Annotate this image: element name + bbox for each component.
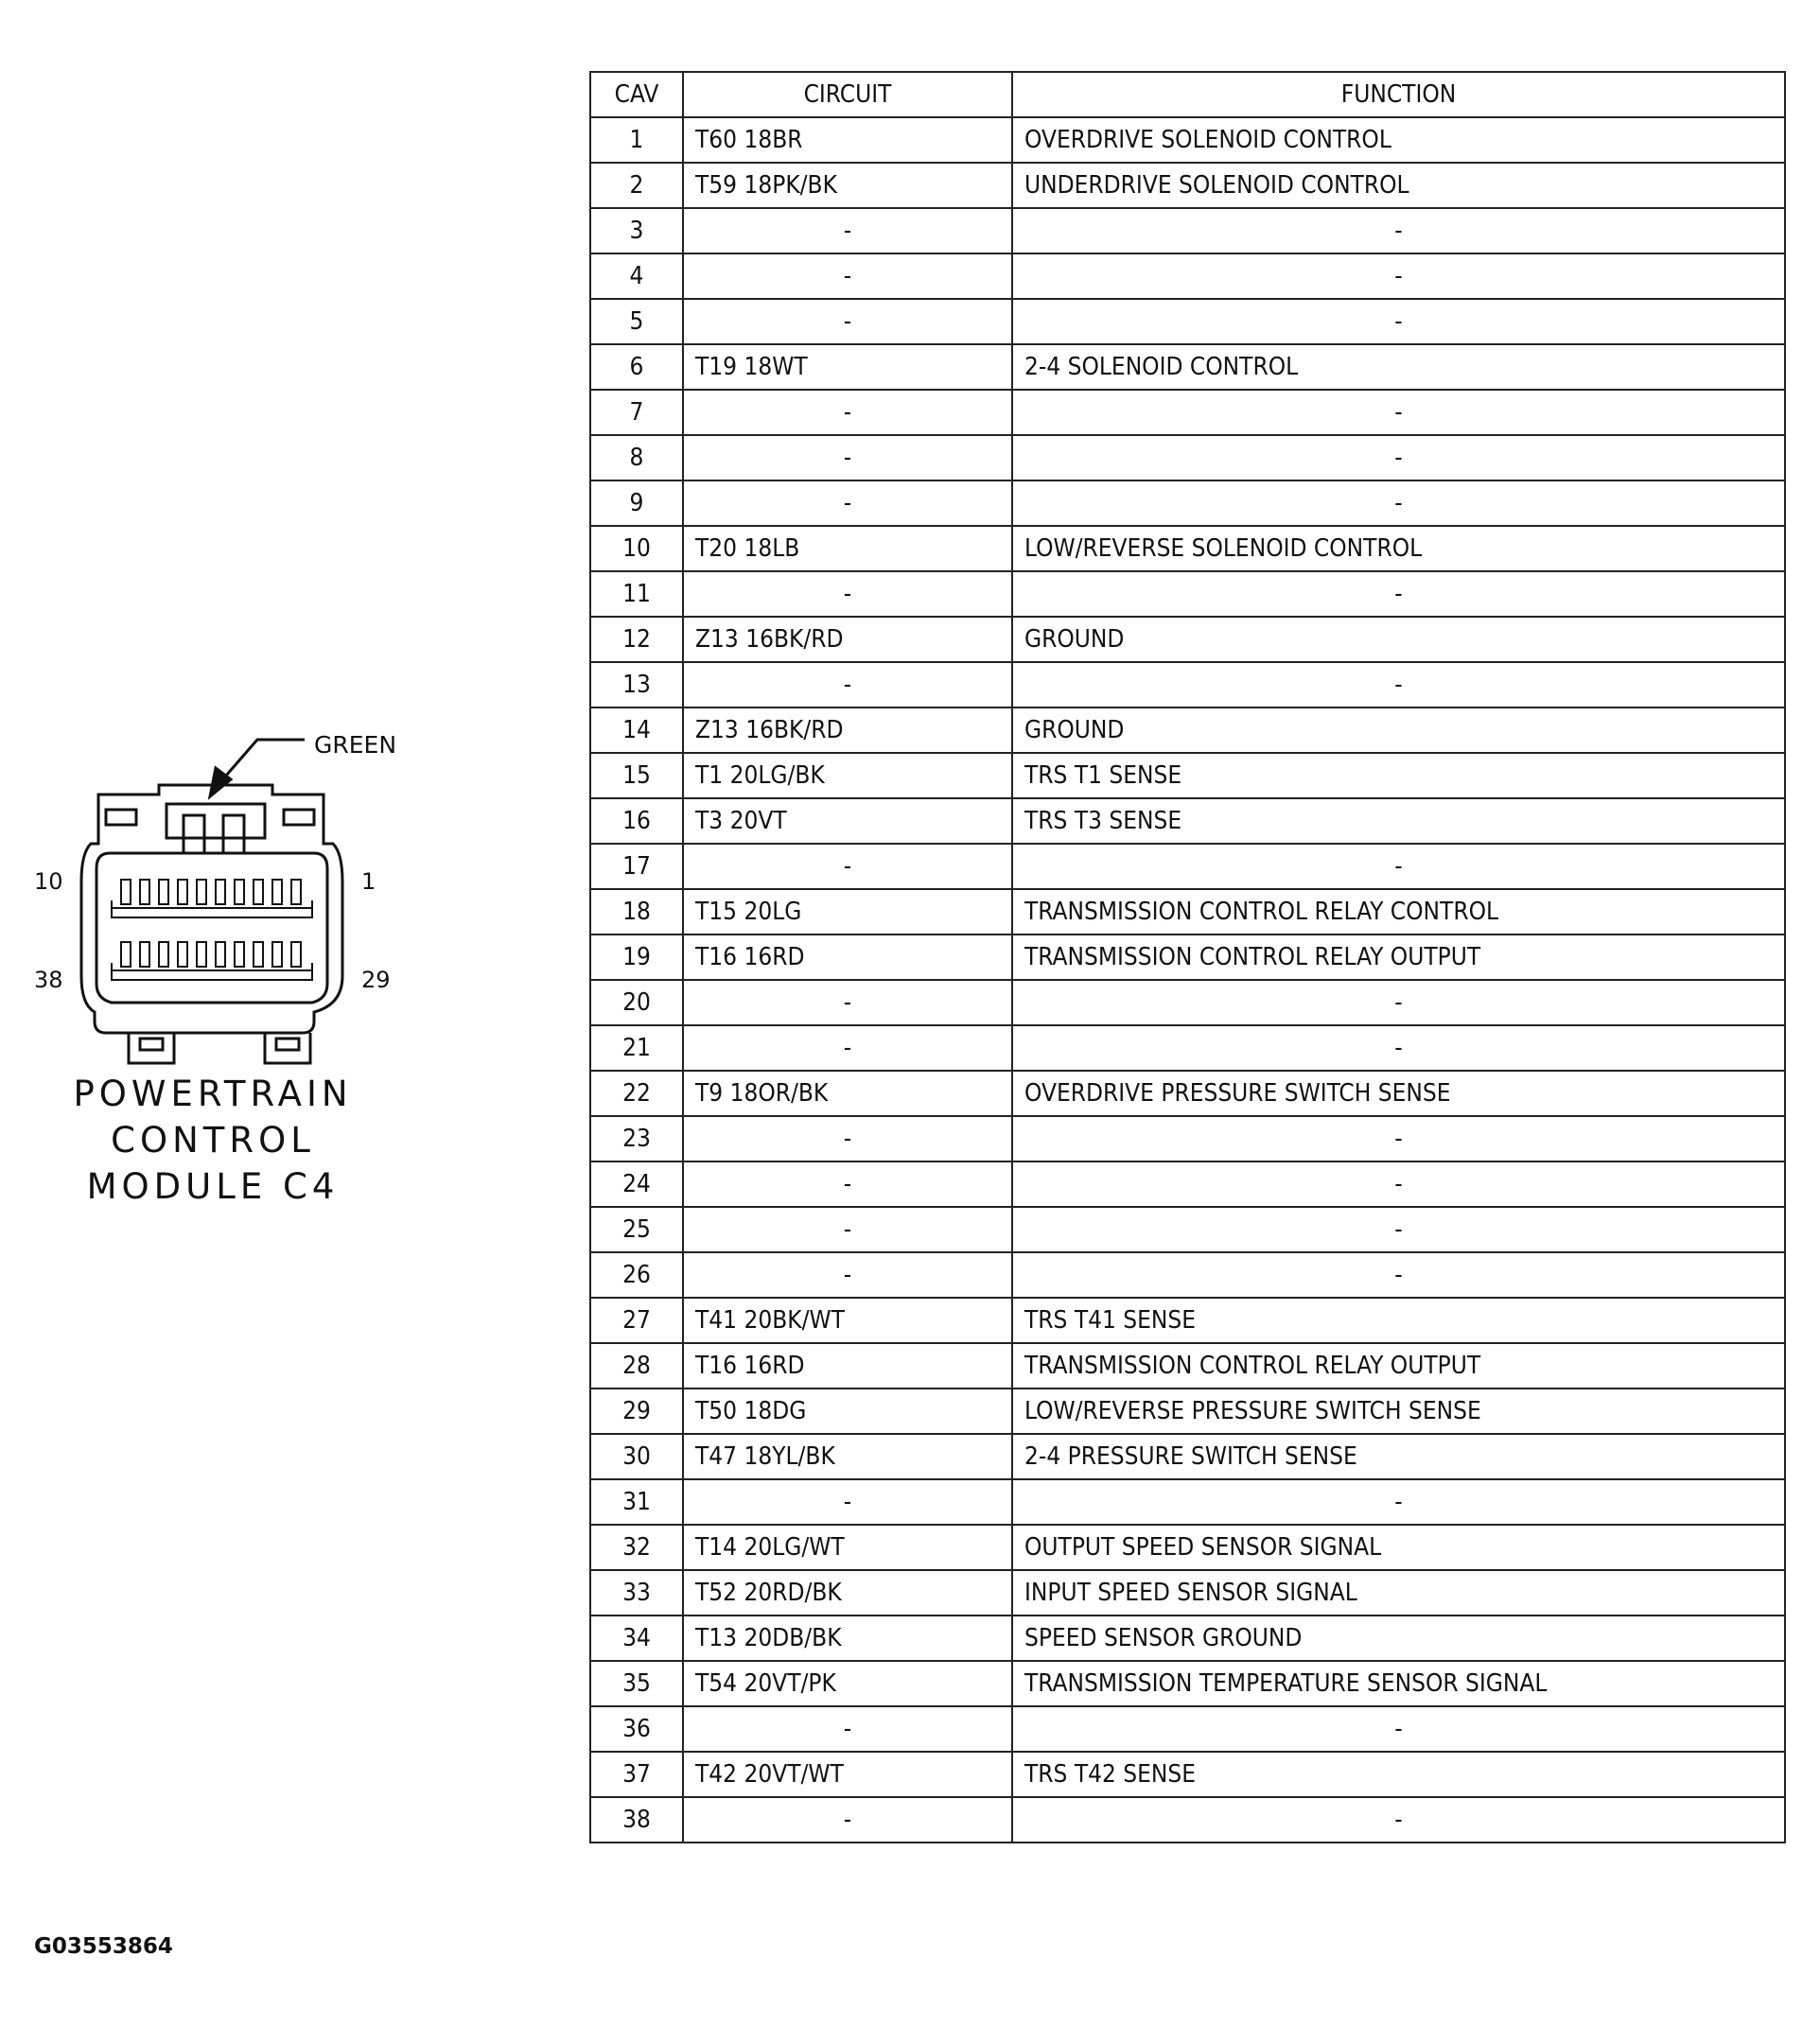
circuit-cell: Z13 16BK/RD bbox=[683, 617, 1012, 662]
function-cell: - bbox=[1012, 1706, 1785, 1752]
function-cell: - bbox=[1012, 571, 1785, 617]
function-cell: UNDERDRIVE SOLENOID CONTROL bbox=[1012, 163, 1785, 208]
function-cell: TRANSMISSION TEMPERATURE SENSOR SIGNAL bbox=[1012, 1661, 1785, 1706]
table-row bbox=[590, 662, 1785, 707]
function-cell: TRANSMISSION CONTROL RELAY OUTPUT bbox=[1012, 1343, 1785, 1389]
cav-cell: 28 bbox=[590, 1343, 683, 1389]
callout-label: GREEN bbox=[314, 731, 397, 759]
function-cell: - bbox=[1012, 662, 1785, 707]
module-name-line-2: CONTROL bbox=[111, 1120, 315, 1161]
cav-cell: 16 bbox=[590, 798, 683, 844]
table-row bbox=[590, 208, 1785, 253]
circuit-cell: - bbox=[683, 208, 1012, 253]
header-cav: CAV bbox=[590, 72, 683, 117]
table-row bbox=[590, 435, 1785, 480]
cav-cell: 15 bbox=[590, 753, 683, 798]
table-row bbox=[590, 1434, 1785, 1479]
table-row bbox=[590, 1389, 1785, 1434]
function-cell: SPEED SENSOR GROUND bbox=[1012, 1616, 1785, 1661]
function-cell: - bbox=[1012, 253, 1785, 299]
table-row bbox=[590, 1706, 1785, 1752]
function-cell: 2-4 PRESSURE SWITCH SENSE bbox=[1012, 1434, 1785, 1479]
circuit-cell: T16 16RD bbox=[683, 934, 1012, 980]
cav-cell: 30 bbox=[590, 1434, 683, 1479]
cav-cell: 23 bbox=[590, 1116, 683, 1161]
cav-cell: 9 bbox=[590, 480, 683, 526]
table-row bbox=[590, 1116, 1785, 1161]
function-cell: OUTPUT SPEED SENSOR SIGNAL bbox=[1012, 1525, 1785, 1570]
table-row bbox=[590, 1479, 1785, 1525]
function-cell: - bbox=[1012, 1116, 1785, 1161]
function-cell: - bbox=[1012, 980, 1785, 1025]
circuit-cell: - bbox=[683, 980, 1012, 1025]
table-row bbox=[590, 1071, 1785, 1116]
function-cell: TRANSMISSION CONTROL RELAY OUTPUT bbox=[1012, 934, 1785, 980]
table-row bbox=[590, 1025, 1785, 1071]
cav-cell: 31 bbox=[590, 1479, 683, 1525]
circuit-cell: - bbox=[683, 1797, 1012, 1843]
function-cell: TRANSMISSION CONTROL RELAY CONTROL bbox=[1012, 889, 1785, 934]
function-cell: - bbox=[1012, 1252, 1785, 1298]
function-cell: GROUND bbox=[1012, 707, 1785, 753]
cav-cell: 5 bbox=[590, 299, 683, 344]
cav-cell: 36 bbox=[590, 1706, 683, 1752]
circuit-cell: T42 20VT/WT bbox=[683, 1752, 1012, 1797]
circuit-cell: T50 18DG bbox=[683, 1389, 1012, 1434]
pin-label-29: 29 bbox=[361, 967, 391, 993]
cav-cell: 18 bbox=[590, 889, 683, 934]
circuit-cell: T9 18OR/BK bbox=[683, 1071, 1012, 1116]
cav-cell: 20 bbox=[590, 980, 683, 1025]
table-row bbox=[590, 1570, 1785, 1616]
module-name-line-3: MODULE C4 bbox=[86, 1166, 340, 1207]
function-cell: TRS T42 SENSE bbox=[1012, 1752, 1785, 1797]
circuit-cell: - bbox=[683, 844, 1012, 889]
table-row bbox=[590, 117, 1785, 163]
circuit-cell: T19 18WT bbox=[683, 344, 1012, 390]
cav-cell: 12 bbox=[590, 617, 683, 662]
circuit-cell: T14 20LG/WT bbox=[683, 1525, 1012, 1570]
function-cell: - bbox=[1012, 208, 1785, 253]
cav-cell: 37 bbox=[590, 1752, 683, 1797]
function-cell: INPUT SPEED SENSOR SIGNAL bbox=[1012, 1570, 1785, 1616]
table-row bbox=[590, 1161, 1785, 1207]
function-cell: LOW/REVERSE SOLENOID CONTROL bbox=[1012, 526, 1785, 571]
cav-cell: 33 bbox=[590, 1570, 683, 1616]
circuit-cell: T47 18YL/BK bbox=[683, 1434, 1012, 1479]
circuit-cell: - bbox=[683, 480, 1012, 526]
table-row bbox=[590, 1343, 1785, 1389]
cav-cell: 22 bbox=[590, 1071, 683, 1116]
table-row bbox=[590, 753, 1785, 798]
circuit-cell: T3 20VT bbox=[683, 798, 1012, 844]
cav-cell: 6 bbox=[590, 344, 683, 390]
table-row bbox=[590, 617, 1785, 662]
cav-cell: 11 bbox=[590, 571, 683, 617]
circuit-cell: - bbox=[683, 1025, 1012, 1071]
terminal-row-top bbox=[112, 880, 312, 917]
function-cell: - bbox=[1012, 390, 1785, 435]
module-name bbox=[38, 1071, 388, 1210]
cav-cell: 10 bbox=[590, 526, 683, 571]
function-cell: - bbox=[1012, 299, 1785, 344]
function-cell: - bbox=[1012, 435, 1785, 480]
table-row bbox=[590, 798, 1785, 844]
table-row bbox=[590, 934, 1785, 980]
circuit-cell: - bbox=[683, 299, 1012, 344]
connector-drawing bbox=[0, 0, 568, 1069]
table-row bbox=[590, 571, 1785, 617]
header-circuit: CIRCUIT bbox=[683, 72, 1012, 117]
module-name-line-1: POWERTRAIN bbox=[73, 1074, 353, 1114]
circuit-cell: - bbox=[683, 1706, 1012, 1752]
cav-cell: 2 bbox=[590, 163, 683, 208]
function-cell: - bbox=[1012, 1797, 1785, 1843]
circuit-cell: - bbox=[683, 435, 1012, 480]
circuit-cell: - bbox=[683, 390, 1012, 435]
cav-cell: 34 bbox=[590, 1616, 683, 1661]
cav-cell: 21 bbox=[590, 1025, 683, 1071]
circuit-cell: T59 18PK/BK bbox=[683, 163, 1012, 208]
table-row bbox=[590, 889, 1785, 934]
circuit-cell: T41 20BK/WT bbox=[683, 1298, 1012, 1343]
function-cell: - bbox=[1012, 1207, 1785, 1252]
function-cell: - bbox=[1012, 844, 1785, 889]
table-header-row bbox=[590, 72, 1785, 117]
function-cell: GROUND bbox=[1012, 617, 1785, 662]
table-row bbox=[590, 1207, 1785, 1252]
table-row bbox=[590, 299, 1785, 344]
cav-cell: 19 bbox=[590, 934, 683, 980]
cav-cell: 8 bbox=[590, 435, 683, 480]
cav-cell: 35 bbox=[590, 1661, 683, 1706]
function-cell: LOW/REVERSE PRESSURE SWITCH SENSE bbox=[1012, 1389, 1785, 1434]
table-row bbox=[590, 1525, 1785, 1570]
table-row bbox=[590, 1752, 1785, 1797]
cav-cell: 26 bbox=[590, 1252, 683, 1298]
table-row bbox=[590, 1616, 1785, 1661]
table-row bbox=[590, 344, 1785, 390]
circuit-cell: T52 20RD/BK bbox=[683, 1570, 1012, 1616]
function-cell: OVERDRIVE SOLENOID CONTROL bbox=[1012, 117, 1785, 163]
cav-cell: 32 bbox=[590, 1525, 683, 1570]
circuit-cell: - bbox=[683, 1116, 1012, 1161]
terminal-row-bottom bbox=[112, 942, 312, 980]
circuit-cell: - bbox=[683, 1252, 1012, 1298]
figure-id: G03553864 bbox=[34, 1934, 173, 1959]
function-cell: OVERDRIVE PRESSURE SWITCH SENSE bbox=[1012, 1071, 1785, 1116]
function-cell: TRS T1 SENSE bbox=[1012, 753, 1785, 798]
cav-cell: 3 bbox=[590, 208, 683, 253]
table-row bbox=[590, 480, 1785, 526]
table-row bbox=[590, 526, 1785, 571]
cav-cell: 38 bbox=[590, 1797, 683, 1843]
function-cell: - bbox=[1012, 1479, 1785, 1525]
cav-cell: 24 bbox=[590, 1161, 683, 1207]
cav-cell: 13 bbox=[590, 662, 683, 707]
table-body bbox=[590, 117, 1785, 1843]
circuit-cell: - bbox=[683, 662, 1012, 707]
pin-label-10: 10 bbox=[34, 868, 63, 895]
table-row bbox=[590, 707, 1785, 753]
table-row bbox=[590, 1661, 1785, 1706]
table-row bbox=[590, 390, 1785, 435]
table-row bbox=[590, 1252, 1785, 1298]
function-cell: TRS T3 SENSE bbox=[1012, 798, 1785, 844]
pin-label-38: 38 bbox=[34, 967, 63, 993]
table-row bbox=[590, 163, 1785, 208]
cav-cell: 1 bbox=[590, 117, 683, 163]
connector-shell bbox=[81, 785, 342, 1063]
circuit-cell: Z13 16BK/RD bbox=[683, 707, 1012, 753]
circuit-cell: - bbox=[683, 1479, 1012, 1525]
function-cell: TRS T41 SENSE bbox=[1012, 1298, 1785, 1343]
cav-cell: 25 bbox=[590, 1207, 683, 1252]
circuit-cell: T1 20LG/BK bbox=[683, 753, 1012, 798]
cav-cell: 14 bbox=[590, 707, 683, 753]
circuit-cell: T15 20LG bbox=[683, 889, 1012, 934]
pin-label-1: 1 bbox=[361, 868, 376, 895]
header-function: FUNCTION bbox=[1012, 72, 1785, 117]
circuit-cell: T13 20DB/BK bbox=[683, 1616, 1012, 1661]
table-row bbox=[590, 844, 1785, 889]
circuit-cell: T60 18BR bbox=[683, 117, 1012, 163]
cav-cell: 17 bbox=[590, 844, 683, 889]
connector-figure bbox=[0, 0, 568, 1324]
circuit-cell: - bbox=[683, 1207, 1012, 1252]
table-row bbox=[590, 1298, 1785, 1343]
cav-cell: 29 bbox=[590, 1389, 683, 1434]
function-cell: - bbox=[1012, 1161, 1785, 1207]
function-cell: - bbox=[1012, 1025, 1785, 1071]
circuit-cell: - bbox=[683, 571, 1012, 617]
circuit-cell: - bbox=[683, 1161, 1012, 1207]
green-callout bbox=[210, 740, 305, 796]
cav-cell: 4 bbox=[590, 253, 683, 299]
circuit-cell: T16 16RD bbox=[683, 1343, 1012, 1389]
pinout-table bbox=[589, 71, 1786, 1843]
table-row bbox=[590, 1797, 1785, 1843]
function-cell: 2-4 SOLENOID CONTROL bbox=[1012, 344, 1785, 390]
circuit-cell: T54 20VT/PK bbox=[683, 1661, 1012, 1706]
table-row bbox=[590, 980, 1785, 1025]
cav-cell: 7 bbox=[590, 390, 683, 435]
circuit-cell: T20 18LB bbox=[683, 526, 1012, 571]
table-row bbox=[590, 253, 1785, 299]
circuit-cell: - bbox=[683, 253, 1012, 299]
cav-cell: 27 bbox=[590, 1298, 683, 1343]
function-cell: - bbox=[1012, 480, 1785, 526]
